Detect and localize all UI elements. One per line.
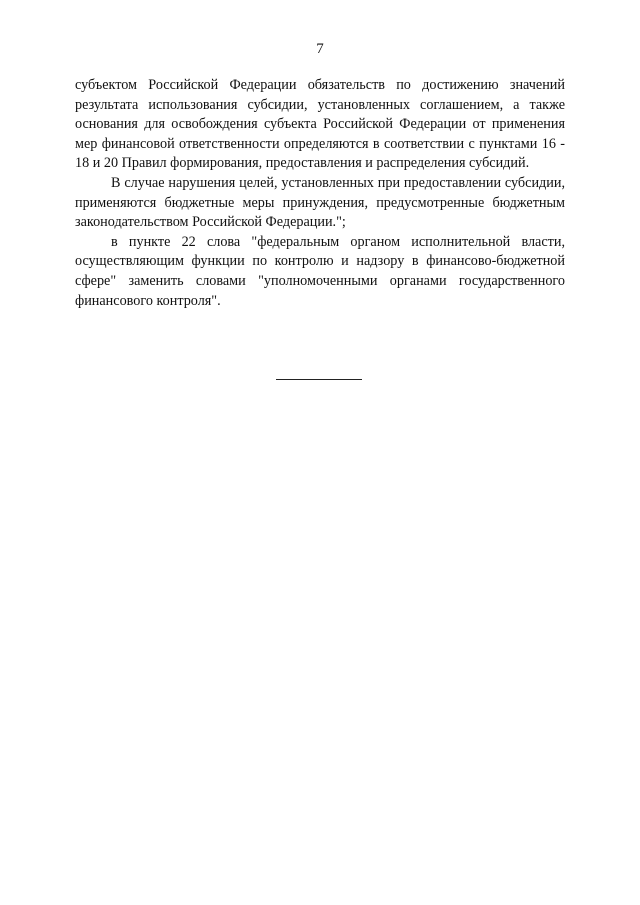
- paragraph-continuation: субъектом Российской Федерации обязательств по достижению значений результата использования субсидии, установленных соглашением, а также основания для освобождения субъекта Российской Федерации от применения мер финансовой ответственности определяются в соответствии с пунктами 16 - 18 и 20 Правил формирования, предоставления и распределения субсидий.: [75, 77, 565, 172]
- page-number: 7: [316, 41, 324, 57]
- document-body: [75, 76, 565, 311]
- paragraph-violation-measures: В случае нарушения целей, установленных при предоставлении субсидии, применяются бюджетные меры принуждения, предусмотренные бюджетным законодательством Российской Федерации.";: [75, 174, 565, 231]
- paragraph-amendment-point-22: в пункте 22 слова "федеральным органом исполнительной власти, осуществляющим функции по контролю и надзору в финансово-бюджетной сфере" заменить словами "уполномоченными органами государственного финансового контроля".: [75, 233, 565, 309]
- end-divider-line: [276, 379, 362, 380]
